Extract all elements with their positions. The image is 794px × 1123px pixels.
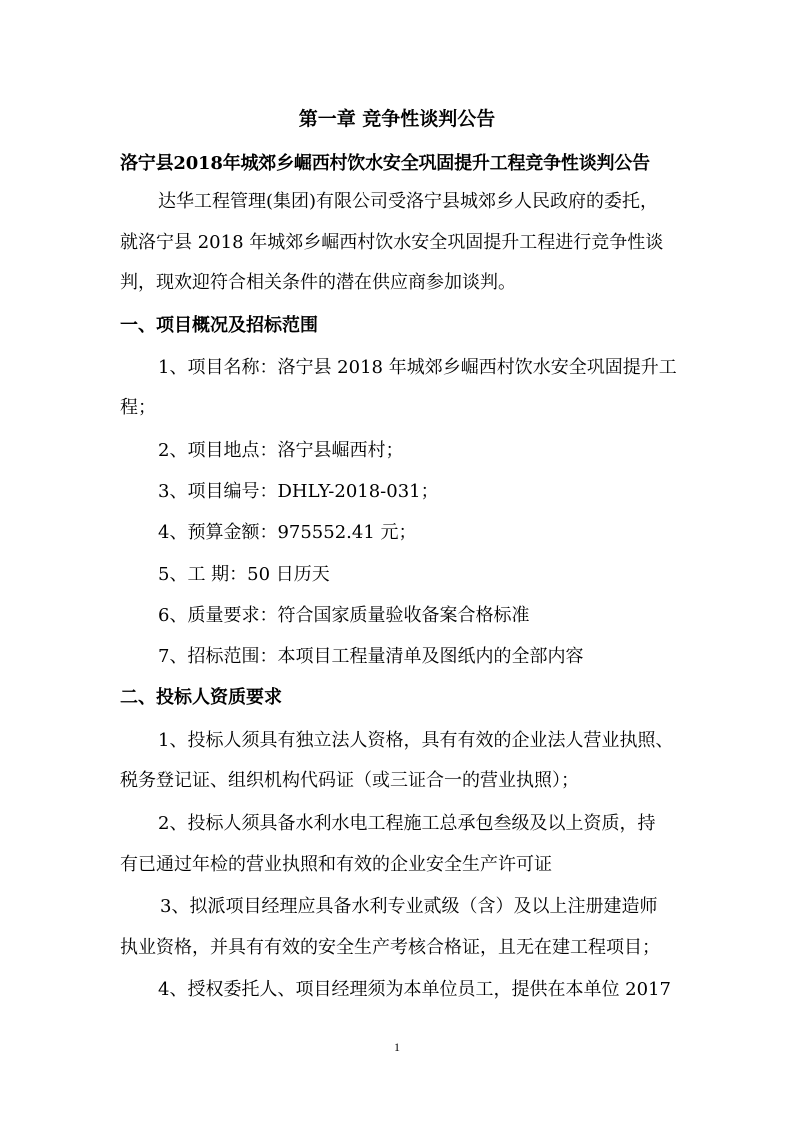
overview-item: 2、项目地点：洛宁县崛西村； — [158, 440, 404, 461]
overview-item: 4、预算金额：975552.41 元； — [158, 522, 417, 543]
intro-line: 判，现欢迎符合相关条件的潜在供应商参加谈判。 — [120, 272, 516, 293]
chapter-title: 第一章 竞争性谈判公告 — [298, 108, 496, 130]
qualification-item: 2、投标人须具备水利水电工程施工总承包叁级及以上资质，持 — [158, 813, 656, 834]
section-heading-qualification: 二、投标人资质要求 — [120, 687, 282, 708]
page-number: 1 — [394, 1040, 400, 1054]
intro-line: 达华工程管理(集团)有限公司受洛宁县城郊乡人民政府的委托， — [158, 191, 659, 212]
qualification-item: 1、投标人须具有独立法人资格，具有有效的企业法人营业执照、 — [158, 730, 674, 751]
overview-item: 1、项目名称：洛宁县 2018 年城郊乡崛西村饮水安全巩固提升工 — [158, 357, 677, 378]
section-heading-overview: 一、项目概况及招标范围 — [120, 315, 318, 336]
qualification-item: 税务登记证、组织机构代码证（或三证合一的营业执照）； — [120, 770, 579, 791]
overview-item: 5、工 期：50 日历天 — [158, 564, 330, 585]
intro-line: 就洛宁县 2018 年城郊乡崛西村饮水安全巩固提升工程进行竞争性谈 — [120, 232, 664, 253]
overview-item: 程； — [120, 397, 156, 418]
document-title: 洛宁县2018年城郊乡崛西村饮水安全巩固提升工程竞争性谈判公告 — [120, 153, 650, 174]
overview-item: 6、质量要求：符合国家质量验收备案合格标准 — [158, 605, 530, 626]
overview-item: 7、招标范围：本项目工程量清单及图纸内的全部内容 — [158, 646, 584, 667]
qualification-item: 执业资格，并具有有效的安全生产考核合格证，且无在建工程项目； — [120, 937, 660, 958]
qualification-item: 4、授权委托人、项目经理须为本单位员工，提供在本单位 2017 — [158, 979, 671, 1000]
qualification-item: 3、拟派项目经理应具备水利专业贰级（含）及以上注册建造师 — [160, 896, 658, 917]
overview-item: 3、项目编号：DHLY-2018-031； — [158, 481, 439, 502]
qualification-item: 有已通过年检的营业执照和有效的企业安全生产许可证 — [120, 854, 552, 875]
